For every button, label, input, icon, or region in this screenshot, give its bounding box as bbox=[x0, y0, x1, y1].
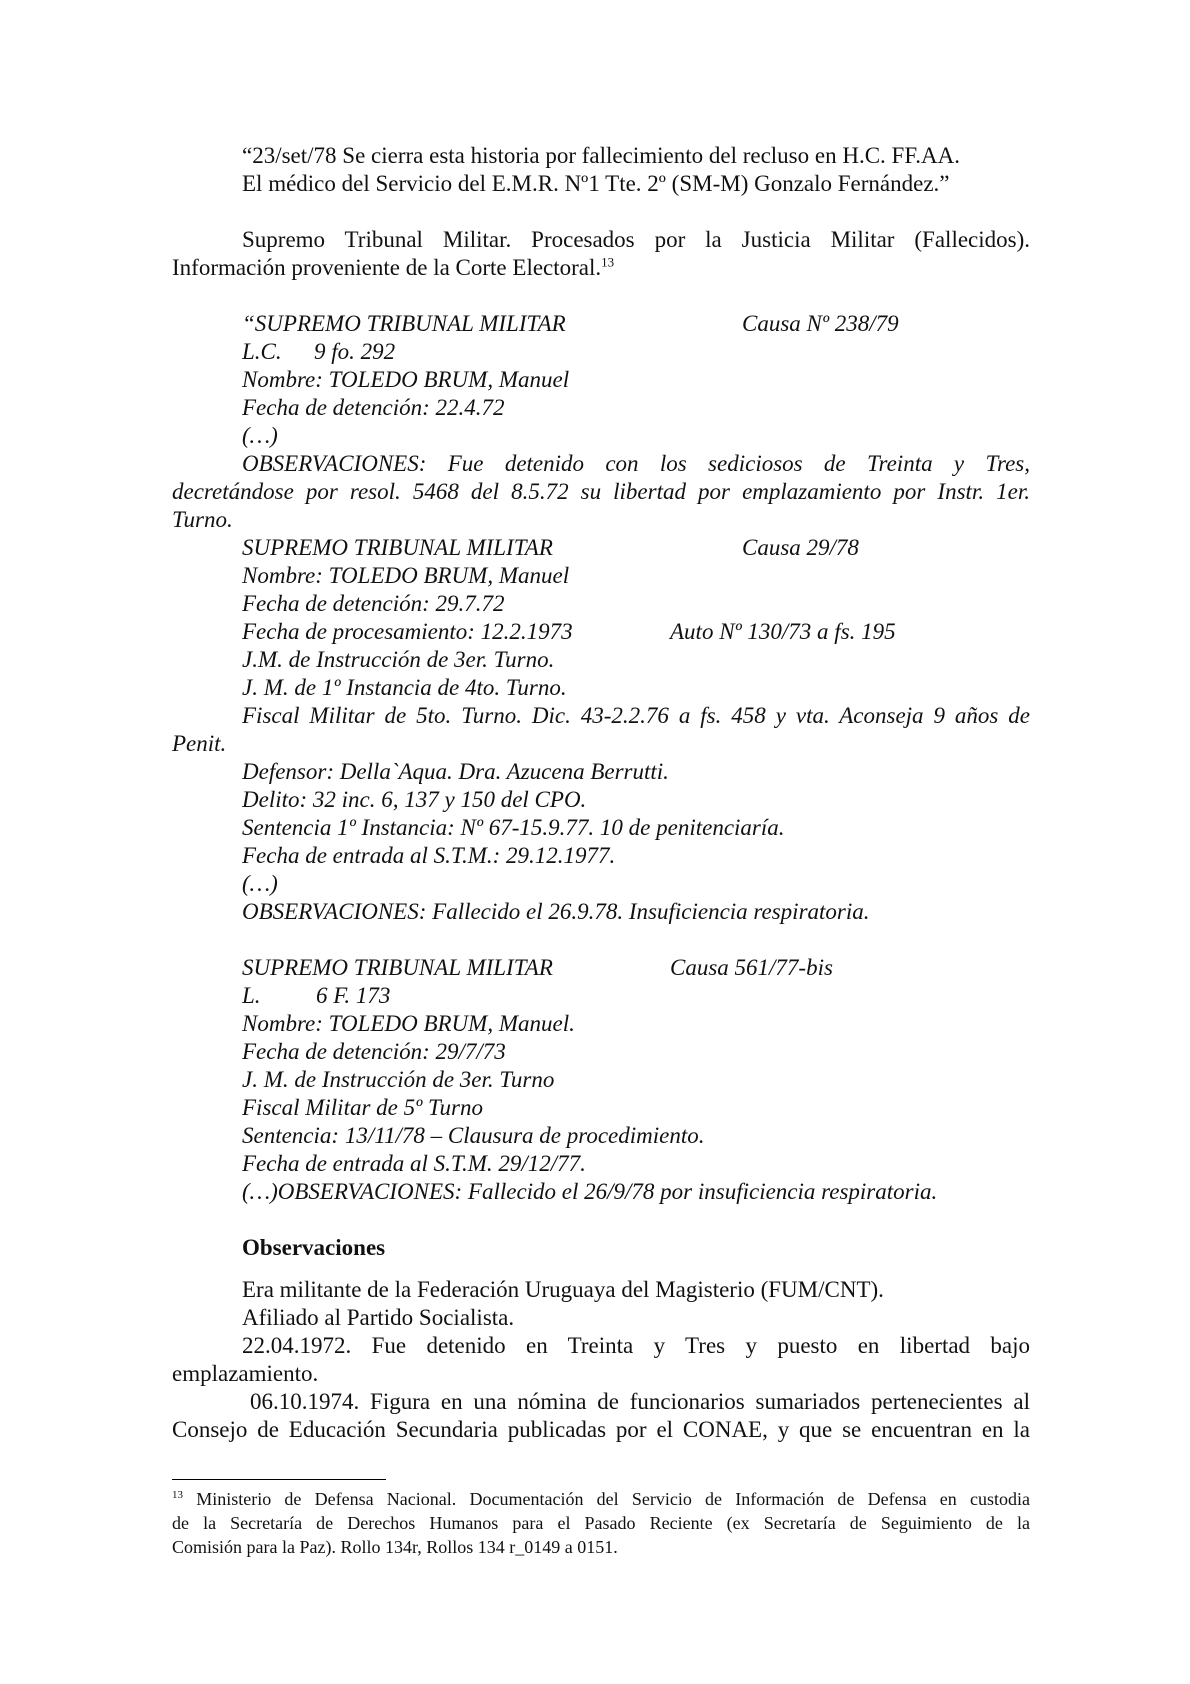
record2-fecha-entrada: Fecha de entrada al S.T.M.: 29.12.1977. bbox=[242, 843, 616, 868]
footnote-separator bbox=[172, 1479, 386, 1480]
intro-text: Información proveniente de la Corte Electoral. bbox=[172, 255, 602, 280]
record3-sentencia: Sentencia: 13/11/78 – Clausura de procedimiento. bbox=[242, 1123, 705, 1148]
record3-causa: Causa 561/77-bis bbox=[670, 955, 833, 980]
record2-jm-instruccion: J.M. de Instrucción de 3er. Turno. bbox=[242, 647, 555, 672]
record1-lc-value: 9 fo. 292 bbox=[314, 339, 396, 364]
footnote-text-1: Ministerio de Defensa Nacional. Documentación del Servicio de Información de Defensa en custodia bbox=[196, 1489, 1030, 1509]
record2-nombre: Nombre: TOLEDO BRUM, Manuel bbox=[242, 563, 570, 588]
footnote-number: 13 bbox=[172, 1489, 183, 1501]
record3-nombre: Nombre: TOLEDO BRUM, Manuel. bbox=[242, 1011, 575, 1036]
record1-ellipsis: (…) bbox=[242, 423, 278, 448]
intro-line-1: Supremo Tribunal Militar. Procesados por la Justicia Militar (Fallecidos). bbox=[242, 227, 1030, 252]
record3-fecha-entrada: Fecha de entrada al S.T.M. 29/12/77. bbox=[242, 1151, 586, 1176]
record3-jm-instruccion: J. M. de Instrucción de 3er. Turno bbox=[242, 1067, 555, 1092]
record3-l-value: 6 F. 173 bbox=[316, 983, 391, 1008]
record2-defensor: Defensor: Della`Aqua. Dra. Azucena Berrutti. bbox=[242, 759, 669, 784]
record3-observaciones: (…)OBSERVACIONES: Fallecido el 26/9/78 por insuficiencia respiratoria. bbox=[242, 1179, 938, 1204]
record1-nombre: Nombre: TOLEDO BRUM, Manuel bbox=[242, 367, 570, 392]
record2-fecha-procesamiento: Fecha de procesamiento: 12.2.1973 bbox=[242, 619, 573, 644]
record1-causa: Causa Nº 238/79 bbox=[742, 311, 899, 336]
record1-obs-line-1: OBSERVACIONES: Fue detenido con los sediciosos de Treinta y Tres, bbox=[242, 451, 1030, 476]
record2-ellipsis: (…) bbox=[242, 871, 278, 896]
record1-fecha-detencion: Fecha de detención: 22.4.72 bbox=[242, 395, 505, 420]
quote-line-2: El médico del Servicio del E.M.R. Nº1 Tte. 2º (SM-M) Gonzalo Fernández.” bbox=[242, 171, 950, 196]
record1-obs-line-3: Turno. bbox=[172, 507, 233, 532]
observaciones-p4-line-2: Consejo de Educación Secundaria publicadas por el CONAE, y que se encuentran en la bbox=[172, 1417, 1030, 1442]
observaciones-p1: Era militante de la Federación Uruguaya del Magisterio (FUM/CNT). bbox=[242, 1277, 884, 1302]
record2-sentencia: Sentencia 1º Instancia: Nº 67-15.9.77. 10 de penitenciaría. bbox=[242, 815, 785, 840]
observaciones-p4-line-1: 06.10.1974. Figura en una nómina de funcionarios sumariados pertenecientes al bbox=[250, 1389, 1030, 1414]
record2-fiscal-line-1: Fiscal Militar de 5to. Turno. Dic. 43-2.2.76 a fs. 458 y vta. Aconseja 9 años de bbox=[242, 703, 1030, 728]
record3-l-label: L. bbox=[242, 983, 261, 1008]
record2-auto: Auto Nº 130/73 a fs. 195 bbox=[670, 619, 896, 644]
record2-fecha-detencion: Fecha de detención: 29.7.72 bbox=[242, 591, 505, 616]
record2-causa: Causa 29/78 bbox=[742, 535, 859, 560]
intro-line-2 bbox=[172, 254, 614, 282]
record1-lc-label: L.C. bbox=[242, 339, 282, 364]
observaciones-p2: Afiliado al Partido Socialista. bbox=[242, 1305, 515, 1330]
quote-line-1: “23/set/78 Se cierra esta historia por fallecimiento del recluso en H.C. FF.AA. bbox=[242, 143, 960, 168]
footnote-line-1 bbox=[172, 1488, 1030, 1510]
record3-heading: SUPREMO TRIBUNAL MILITAR bbox=[242, 955, 553, 980]
record1-heading: “SUPREMO TRIBUNAL MILITAR bbox=[242, 311, 566, 336]
record2-delito: Delito: 32 inc. 6, 137 y 150 del CPO. bbox=[242, 787, 587, 812]
footnote-reference: 13 bbox=[601, 254, 615, 270]
section-title-observaciones: Observaciones bbox=[242, 1235, 386, 1260]
record2-observaciones: OBSERVACIONES: Fallecido el 26.9.78. Insuficiencia respiratoria. bbox=[242, 899, 870, 924]
record2-fiscal-line-2: Penit. bbox=[172, 731, 227, 756]
record3-fiscal: Fiscal Militar de 5º Turno bbox=[242, 1095, 483, 1120]
footnote-line-2: de la Secretaría de Derechos Humanos para el Pasado Reciente (ex Secretaría de Seguimiento de la bbox=[172, 1513, 1030, 1533]
record2-heading: SUPREMO TRIBUNAL MILITAR bbox=[242, 535, 553, 560]
observaciones-p3-line-1: 22.04.1972. Fue detenido en Treinta y Tres y puesto en libertad bajo bbox=[242, 1333, 1030, 1358]
record2-jm-instancia: J. M. de 1º Instancia de 4to. Turno. bbox=[242, 675, 567, 700]
record1-obs-line-2: decretándose por resol. 5468 del 8.5.72 su libertad por emplazamiento por Instr. 1er. bbox=[172, 479, 1030, 504]
record3-fecha-detencion: Fecha de detención: 29/7/73 bbox=[242, 1039, 506, 1064]
observaciones-p3-line-2: emplazamiento. bbox=[172, 1361, 319, 1386]
footnote-line-3: Comisión para la Paz). Rollo 134r, Rollos 134 r_0149 a 0151. bbox=[172, 1537, 618, 1557]
